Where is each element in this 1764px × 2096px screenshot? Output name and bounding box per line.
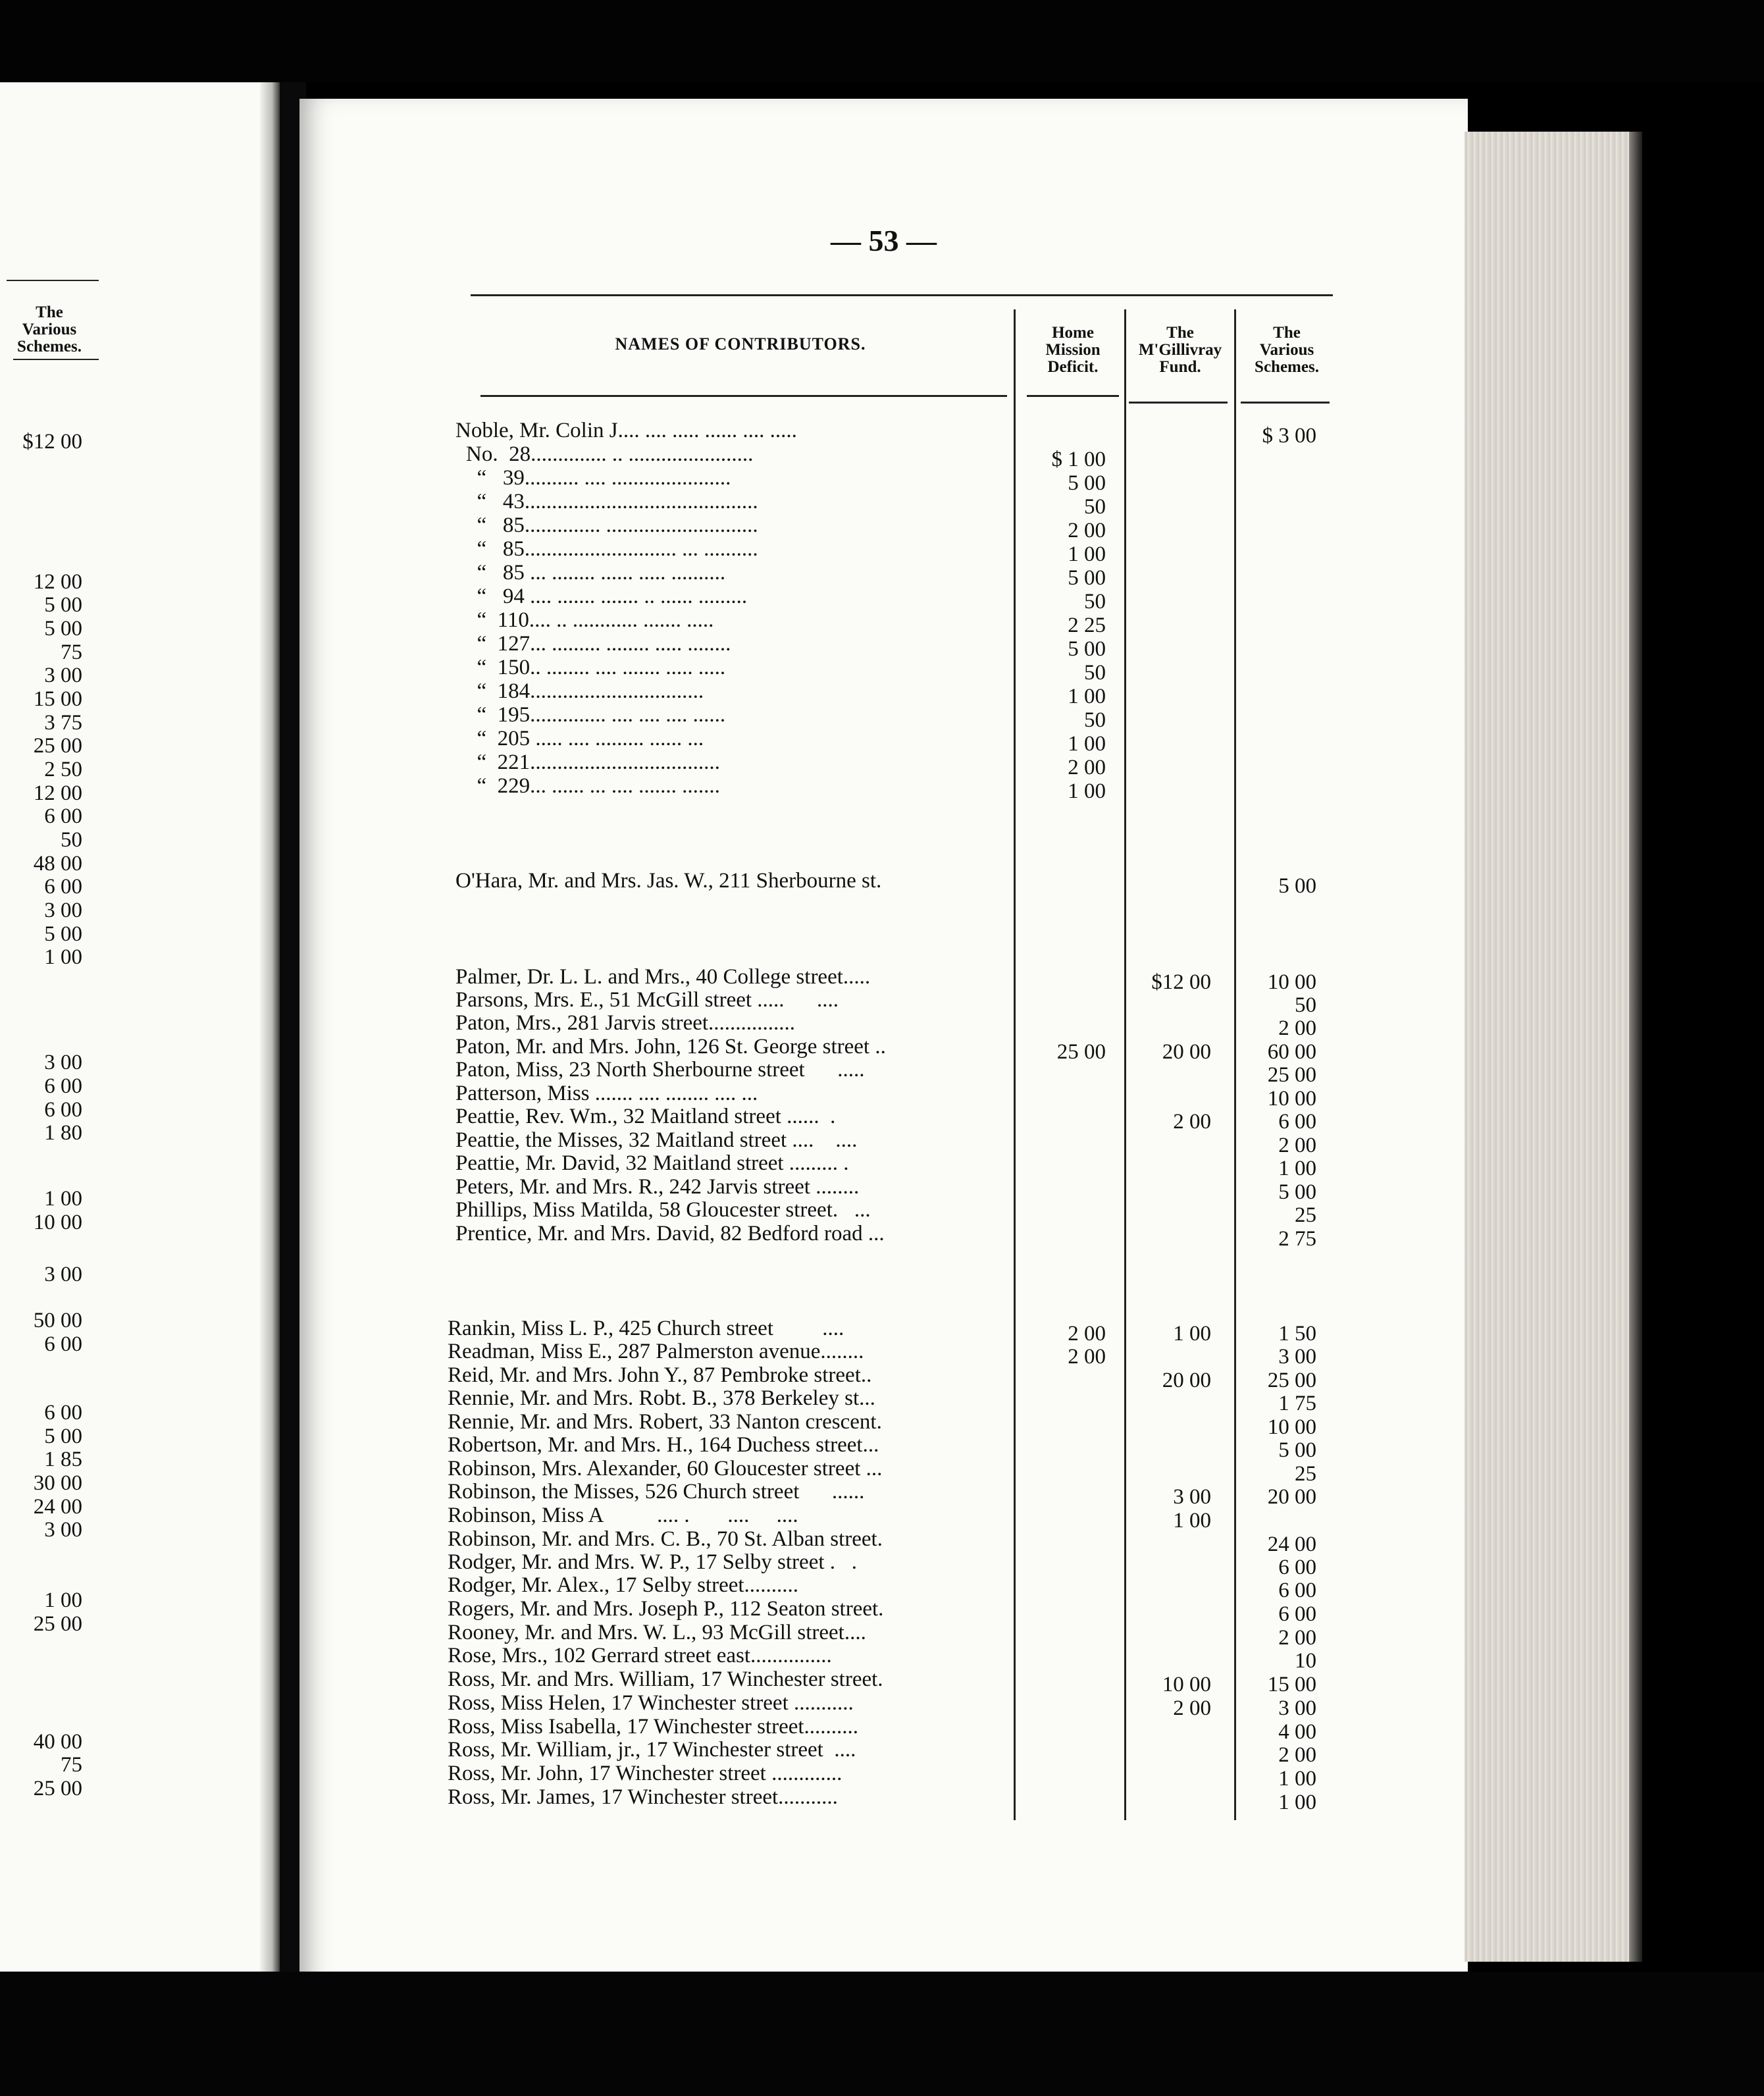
contributor-name: Ross, Miss Isabella, 17 Winchester street..........	[448, 1716, 859, 1738]
mcgillivray-amount: 2 00	[1173, 1696, 1211, 1720]
various-schemes-amount: 1 75	[1278, 1392, 1316, 1415]
left-page-value: 25 00	[33, 1777, 82, 1800]
left-page-value: 5 00	[44, 617, 82, 641]
left-page-value: 75	[61, 641, 82, 664]
contributor-name: Patterson, Miss ....... .... ........ .... ...	[455, 1083, 758, 1105]
left-header-various	[13, 304, 86, 355]
left-page-value: 6 00	[44, 875, 82, 899]
various-schemes-amount: 10	[1295, 1649, 1316, 1673]
contributor-name: “ 85.............. ............................	[466, 515, 758, 537]
left-page-value: 1 80	[44, 1121, 82, 1145]
various-schemes-amount: 1 50	[1278, 1322, 1316, 1346]
left-page-value: $12 00	[22, 430, 82, 454]
left-page-value: 1 00	[44, 1588, 82, 1612]
contributor-name: “ 43...........................................	[466, 491, 758, 513]
home-mission-amount: 1 00	[1068, 542, 1106, 566]
left-page-value: 15 00	[33, 687, 82, 711]
contributor-name: Robinson, the Misses, 526 Church street ......	[448, 1481, 865, 1503]
header-various-schemes	[1237, 325, 1336, 376]
left-page-value: 25 00	[33, 734, 82, 758]
various-schemes-amount: 25	[1295, 1203, 1316, 1227]
contributor-name: Readman, Miss E., 287 Palmerston avenue........	[448, 1341, 864, 1363]
header-line: Home	[1052, 324, 1094, 342]
contributor-name: Robinson, Miss A .... . .... ....	[448, 1505, 798, 1527]
home-mission-amount: 25 00	[1056, 1040, 1106, 1064]
header-line: Fund.	[1159, 358, 1201, 376]
header-line: Deficit.	[1047, 358, 1099, 376]
various-schemes-amount: 5 00	[1278, 874, 1316, 898]
various-schemes-amount: 3 00	[1278, 1696, 1316, 1720]
column-divider-home	[1124, 309, 1126, 1820]
header-names-of-contributors: NAMES OF CONTRIBUTORS.	[615, 334, 866, 354]
column-divider-mcg	[1234, 309, 1236, 1820]
left-page-value: 3 00	[44, 664, 82, 687]
scan-top-border	[0, 0, 1764, 82]
header-line: Various	[1259, 341, 1314, 359]
various-schemes-amount: 2 00	[1278, 1016, 1316, 1040]
scan-bottom-border	[0, 1972, 1764, 2096]
various-schemes-amount: 10 00	[1267, 1087, 1316, 1111]
various-schemes-amount: 2 75	[1278, 1227, 1316, 1251]
contributor-name: “ 195.............. .... .... .... ......	[466, 704, 726, 726]
left-page-value: 40 00	[33, 1730, 82, 1754]
left-page-value: 3 00	[44, 1263, 82, 1286]
left-page-gutter	[260, 82, 280, 1972]
left-page-value: 10 00	[33, 1211, 82, 1234]
page-block-shadow	[1629, 132, 1642, 1962]
home-mission-amount: 2 00	[1068, 1345, 1106, 1369]
header-mcgillivray-fund	[1128, 325, 1233, 376]
contributor-name: Ross, Mr. John, 17 Winchester street .............	[448, 1763, 843, 1785]
left-page-value: 24 00	[33, 1495, 82, 1519]
contributor-name: Rankin, Miss L. P., 425 Church street ....	[448, 1318, 844, 1340]
contributor-name: Rennie, Mr. and Mrs. Robt. B., 378 Berkeley st...	[448, 1388, 875, 1409]
various-schemes-amount: 25 00	[1267, 1063, 1316, 1087]
left-header-line: Various	[22, 321, 77, 338]
contributor-name: “ 184................................	[466, 681, 704, 702]
home-mission-amount: 2 00	[1068, 519, 1106, 542]
various-schemes-amount: 2 00	[1278, 1743, 1316, 1767]
contributor-name: Noble, Mr. Colin J.... .... ..... ...... .... .....	[455, 420, 797, 442]
various-schemes-amount: 1 00	[1278, 1791, 1316, 1814]
mcgillivray-amount: 2 00	[1173, 1110, 1211, 1134]
various-schemes-amount: $ 3 00	[1262, 424, 1316, 448]
left-top-rule	[7, 280, 99, 281]
various-schemes-amount: 4 00	[1278, 1720, 1316, 1744]
header-home-mission-deficit	[1024, 325, 1122, 376]
various-schemes-amount: 25 00	[1267, 1369, 1316, 1392]
home-mission-amount: 50	[1084, 590, 1106, 614]
home-mission-amount: 2 00	[1068, 756, 1106, 779]
contributor-name: Rose, Mrs., 102 Gerrard street east...............	[448, 1645, 832, 1667]
header-line: The	[1273, 324, 1301, 342]
various-schemes-amount: 6 00	[1278, 1556, 1316, 1579]
contributor-name: O'Hara, Mr. and Mrs. Jas. W., 211 Sherbourne st.	[455, 870, 882, 892]
contributor-name: Peattie, Mr. David, 32 Maitland street ......... .	[455, 1153, 849, 1174]
left-page-value: 3 00	[44, 1518, 82, 1542]
left-page-value: 3 00	[44, 899, 82, 922]
left-page-value: 6 00	[44, 1332, 82, 1356]
header-line: Mission	[1045, 341, 1101, 359]
contributor-name: “ 85............................ ... ..........	[466, 538, 758, 560]
contributor-name: Ross, Mr. William, jr., 17 Winchester street ....	[448, 1739, 856, 1761]
left-page-value: 50	[61, 828, 82, 852]
home-mission-amount: 1 00	[1068, 732, 1106, 756]
home-mission-amount: 5 00	[1068, 637, 1106, 661]
mcgillivray-amount: 20 00	[1162, 1369, 1211, 1392]
home-mission-amount: 50	[1084, 661, 1106, 685]
home-mission-amount: 2 25	[1068, 614, 1106, 637]
home-mission-amount: 1 00	[1068, 685, 1106, 708]
left-page-value: 1 85	[44, 1448, 82, 1471]
header-bottom-rule-names	[480, 395, 1007, 397]
left-page-value: 3 00	[44, 1051, 82, 1074]
page-number: — 53 —	[831, 224, 937, 257]
contributor-name: Ross, Mr. James, 17 Winchester street...........	[448, 1787, 838, 1808]
contributor-name: Paton, Miss, 23 North Sherbourne street .....	[455, 1059, 865, 1081]
left-page-value: 5 00	[44, 593, 82, 617]
contributor-name: Prentice, Mr. and Mrs. David, 82 Bedford road ...	[455, 1223, 885, 1245]
contributor-name: Rogers, Mr. and Mrs. Joseph P., 112 Seaton street.	[448, 1598, 884, 1620]
contributor-name: “ 229... ...... ... .... ....... .......	[466, 775, 720, 797]
header-line: Schemes.	[1255, 358, 1319, 376]
contributor-name: Paton, Mrs., 281 Jarvis street................	[455, 1012, 796, 1034]
home-mission-amount: 50	[1084, 495, 1106, 519]
header-bottom-rule-home	[1027, 395, 1119, 397]
contributor-name: “ 221...................................	[466, 752, 720, 773]
left-page-value: 6 00	[44, 1401, 82, 1425]
left-page-value: 25 00	[33, 1612, 82, 1636]
contributor-name: No. 28.............. .. .......................	[466, 444, 754, 465]
left-page-value: 5 00	[44, 922, 82, 946]
various-schemes-amount: 10 00	[1267, 970, 1316, 994]
mcgillivray-amount: 1 00	[1173, 1322, 1211, 1346]
various-schemes-amount: 6 00	[1278, 1602, 1316, 1626]
various-schemes-amount: 24 00	[1267, 1533, 1316, 1556]
mcgillivray-amount: 1 00	[1173, 1509, 1211, 1533]
contributor-name: Rooney, Mr. and Mrs. W. L., 93 McGill street....	[448, 1622, 866, 1644]
contributor-name: Paton, Mr. and Mrs. John, 126 St. George street ..	[455, 1036, 886, 1058]
contributor-name: Ross, Mr. and Mrs. William, 17 Winchester street.	[448, 1669, 883, 1690]
contributor-name: Rodger, Mr. Alex., 17 Selby street..........	[448, 1575, 799, 1596]
contributor-name: “ 150.. ........ .... ....... ..... .....	[466, 657, 726, 679]
various-schemes-amount: 5 00	[1278, 1438, 1316, 1462]
various-schemes-amount: 6 00	[1278, 1110, 1316, 1134]
page-block-edge	[1465, 132, 1629, 1962]
contributor-name: Peters, Mr. and Mrs. R., 242 Jarvis street ........	[455, 1176, 860, 1198]
left-page-value: 1 00	[44, 1187, 82, 1211]
left-page-value: 48 00	[33, 852, 82, 876]
home-mission-amount: 50	[1084, 708, 1106, 732]
header-bottom-rule-mcg	[1129, 402, 1228, 404]
home-mission-amount: $ 1 00	[1051, 448, 1106, 471]
mcgillivray-amount: 20 00	[1162, 1040, 1211, 1064]
contributor-name: Rodger, Mr. and Mrs. W. P., 17 Selby street . .	[448, 1552, 858, 1573]
contributor-name: Rennie, Mr. and Mrs. Robert, 33 Nanton crescent.	[448, 1411, 882, 1433]
contributor-name: “ 205 ..... .... ......... ...... ...	[466, 728, 704, 750]
home-mission-amount: 5 00	[1068, 471, 1106, 495]
header-line: M'Gillivray	[1138, 341, 1222, 359]
left-header-line: The	[36, 303, 63, 321]
various-schemes-amount: 1 00	[1278, 1157, 1316, 1180]
contributor-name: Parsons, Mrs. E., 51 McGill street ..... ....	[455, 989, 839, 1011]
left-page-value: 12 00	[33, 570, 82, 594]
various-schemes-amount: 6 00	[1278, 1579, 1316, 1602]
home-mission-amount: 5 00	[1068, 566, 1106, 590]
header-bottom-rule-various	[1241, 402, 1330, 404]
left-page-value: 6 00	[44, 1098, 82, 1122]
various-schemes-amount: 5 00	[1278, 1180, 1316, 1204]
left-header-rule	[13, 359, 99, 360]
contributor-name: Phillips, Miss Matilda, 58 Gloucester street. ...	[455, 1199, 871, 1221]
various-schemes-amount: 25	[1295, 1462, 1316, 1486]
header-line: The	[1166, 324, 1194, 342]
contributor-name: Palmer, Dr. L. L. and Mrs., 40 College street.....	[455, 966, 871, 988]
mcgillivray-amount: $12 00	[1151, 970, 1211, 994]
mcgillivray-amount: 10 00	[1162, 1673, 1211, 1696]
contributor-name: “ 127... ......... ........ ..... ........	[466, 633, 731, 655]
left-header-line: Schemes.	[17, 338, 82, 355]
contributor-name: “ 85 ... ........ ...... ..... ..........	[466, 562, 726, 584]
contributor-name: Ross, Miss Helen, 17 Winchester street ...........	[448, 1692, 854, 1714]
column-divider-names	[1014, 309, 1016, 1820]
left-page-value: 12 00	[33, 781, 82, 805]
left-page-value: 30 00	[33, 1471, 82, 1495]
mcgillivray-amount: 3 00	[1173, 1485, 1211, 1509]
home-mission-amount: 1 00	[1068, 779, 1106, 803]
contributor-name: Reid, Mr. and Mrs. John Y., 87 Pembroke street..	[448, 1365, 872, 1386]
left-page-value: 1 00	[44, 945, 82, 969]
various-schemes-amount: 3 00	[1278, 1345, 1316, 1369]
various-schemes-amount: 2 00	[1278, 1134, 1316, 1157]
left-page-value: 3 75	[44, 711, 82, 735]
contributor-name: “ 39.......... .... ......................	[466, 467, 731, 489]
table-top-rule	[471, 294, 1333, 296]
left-page	[0, 82, 280, 1972]
various-schemes-amount: 50	[1295, 993, 1316, 1017]
home-mission-amount: 2 00	[1068, 1322, 1106, 1346]
various-schemes-amount: 10 00	[1267, 1415, 1316, 1439]
left-page-value: 6 00	[44, 1074, 82, 1098]
contributor-name: Peattie, Rev. Wm., 32 Maitland street ...... .	[455, 1106, 836, 1128]
left-page-value: 2 50	[44, 758, 82, 781]
left-page-value: 75	[61, 1753, 82, 1777]
contributor-name: “ 110.... .. ............ ....... .....	[466, 610, 714, 631]
left-page-value: 5 00	[44, 1425, 82, 1448]
left-page-value: 50 00	[33, 1309, 82, 1332]
various-schemes-amount: 15 00	[1267, 1673, 1316, 1696]
various-schemes-amount: 20 00	[1267, 1485, 1316, 1509]
contributor-name: “ 94 .... ....... ....... .. ...... .........	[466, 586, 748, 608]
contributor-name: Robinson, Mrs. Alexander, 60 Gloucester street ...	[448, 1458, 883, 1480]
various-schemes-amount: 2 00	[1278, 1626, 1316, 1650]
contributor-name: Robinson, Mr. and Mrs. C. B., 70 St. Alban street.	[448, 1529, 883, 1550]
various-schemes-amount: 60 00	[1267, 1040, 1316, 1064]
various-schemes-amount: 1 00	[1278, 1767, 1316, 1791]
left-page-value: 6 00	[44, 804, 82, 828]
contributor-name: Peattie, the Misses, 32 Maitland street .... ....	[455, 1130, 858, 1151]
contributor-name: Robertson, Mr. and Mrs. H., 164 Duchess street...	[448, 1434, 879, 1456]
